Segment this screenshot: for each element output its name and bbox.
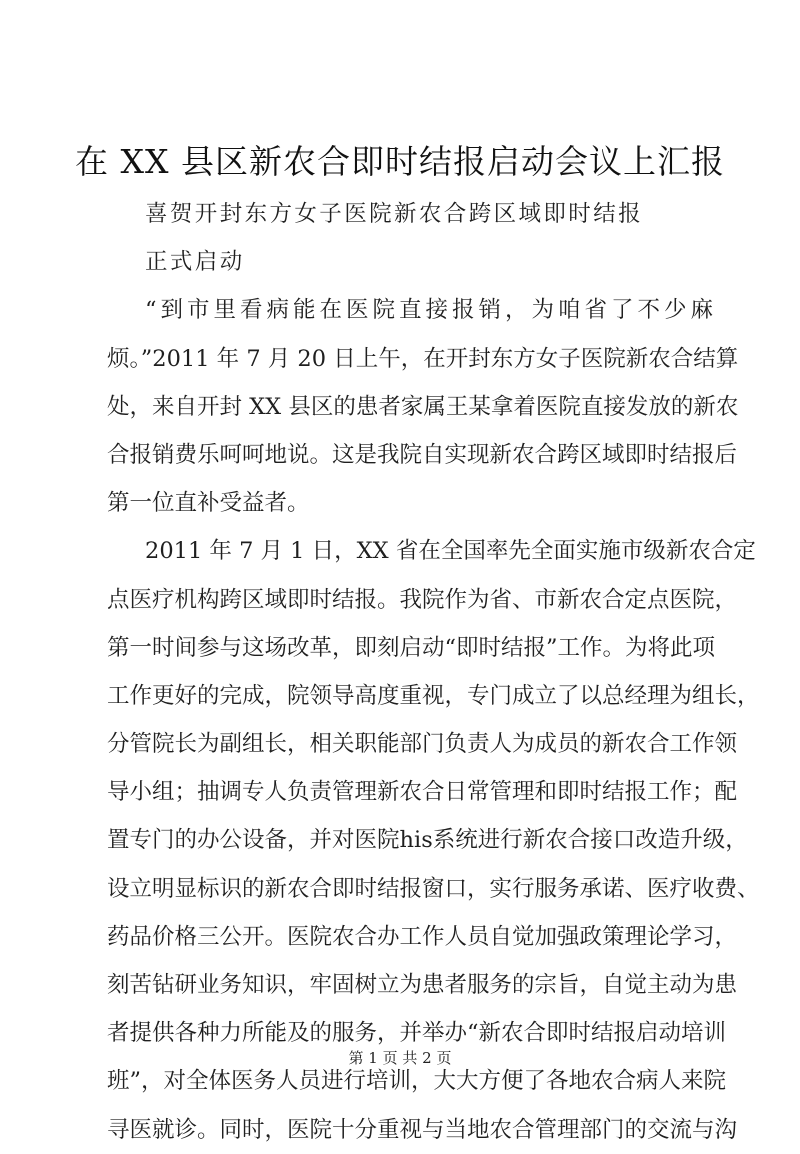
paragraph-line: “到市里看病能在医院直接报销，为咱省了不少麻 <box>145 297 713 324</box>
paragraph-line: 处，来自开封 XX 县区的患者家属王某拿着医院直接发放的新农 <box>107 393 739 420</box>
paragraph-line: 者提供各种力所能及的服务，并举办“新农合即时结报启动培训 <box>107 1020 727 1047</box>
paragraph-line: 2011 年 7 月 1 日，XX 省在全国率先全面实施市级新农合定 <box>145 538 756 565</box>
paragraph-line: 班”，对全体医务人员进行培训，大大方便了各地农合病人来院 <box>107 1068 727 1095</box>
paragraph-line: 第一位直补受益者。 <box>107 490 310 517</box>
document-body <box>107 190 760 1154</box>
paragraph-line: 分管院长为副组长，相关职能部门负责人为成员的新农合工作领 <box>107 731 738 758</box>
paragraph-line: 设立明显标识的新农合即时结报窗口，实行服务承诺、医疗收费、 <box>107 875 760 902</box>
paragraph-1 <box>107 286 739 527</box>
paragraph-line: 导小组；抽调专人负责管理新农合日常管理和即时结报工作；配 <box>107 779 738 806</box>
paragraph-line: 第一时间参与这场改革，即刻启动“即时结报”工作。为将此项 <box>107 634 716 661</box>
paragraph-line: 烦。”2011 年 7 月 20 日上午，在开封东方女子医院新农合结算 <box>107 345 739 372</box>
paragraph-line: 刻苦钻研业务知识，牢固树立为患者服务的宗旨，自觉主动为患 <box>107 972 738 998</box>
paragraph-line: 工作更好的完成，院领导高度重视，专门成立了以总经理为组长， <box>107 682 760 709</box>
page-footer: 第 1 页 共 2 页 <box>348 1049 452 1067</box>
document-title: 在 XX 县区新农合即时结报启动会议上汇报 <box>75 142 725 181</box>
paragraph-line: 点医疗机构跨区域即时结报。我院作为省、市新农合定点医院， <box>107 586 738 613</box>
paragraph-line: 置专门的办公设备，并对医院his系统进行新农合接口改造升级， <box>107 827 748 854</box>
paragraph-line: 合报销费乐呵呵地说。这是我院自实现新农合跨区域即时结报后 <box>107 441 738 468</box>
subtitle-line-2: 正式启动 <box>145 249 245 276</box>
subtitle-line-1: 喜贺开封东方女子医院新农合跨区域即时结报 <box>145 201 644 227</box>
paragraph-line: 寻医就诊。同时，医院十分重视与当地农合管理部门的交流与沟 <box>107 1116 738 1143</box>
paragraph-line: 药品价格三公开。医院农合办工作人员自觉加强政策理论学习， <box>107 923 738 950</box>
